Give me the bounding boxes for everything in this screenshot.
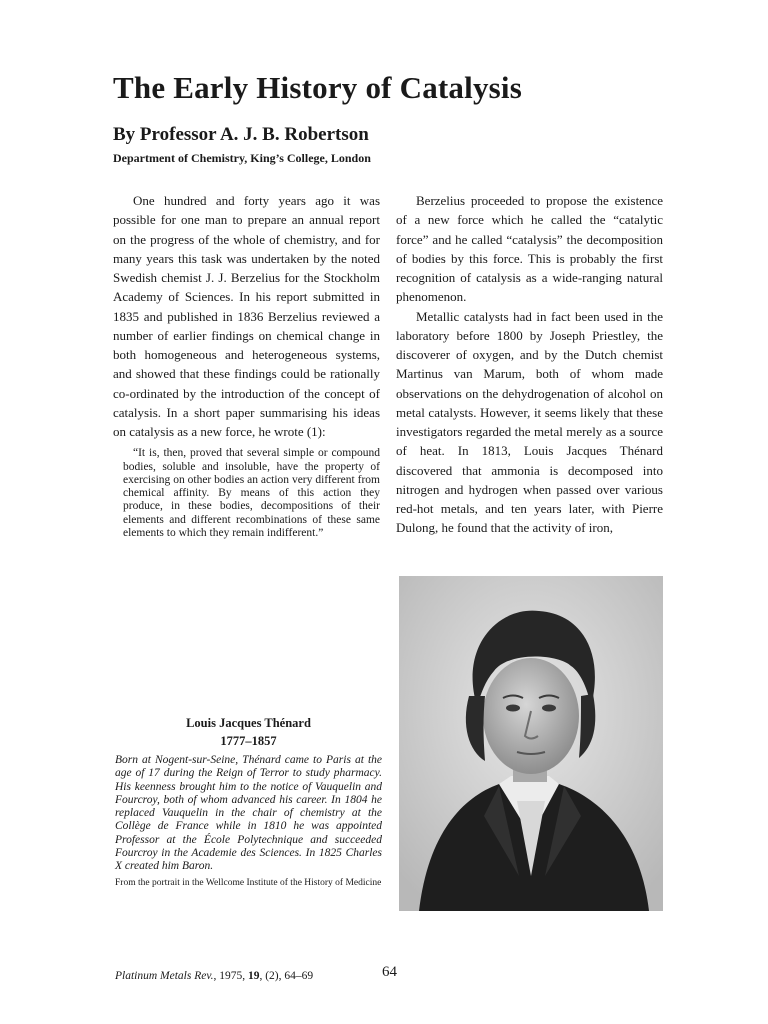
body-paragraph: One hundred and forty years ago it was possible for one man to prepare an annual report on the progress of the whole of chemistry, and for many years this task was undertaken by the noted Swedish chemist J. J. Berzelius for the Stockholm Academy of Sciences. In his report submitted in 1835 and published in 1836 Berzelius reviewed a number of earlier findings on chemical change in both homogeneous and heterogeneous systems, and showed that these findings could be rationally co-ordinated by the introduction of the concept of catalysis. In a short paper summarising his ideas on catalysis as a new force, he wrote (1): [113,193,380,439]
caption-source: From the portrait in the Wellcome Institute of the History of Medicine [115,877,382,888]
caption-dates: 1777–1857 [220,734,277,748]
journal-citation [115,970,313,982]
article-title: The Early History of Catalysis [113,70,522,105]
journal-volume: 19 [247,970,260,982]
right-column [396,191,663,538]
body-paragraph: Berzelius proceeded to propose the existence of a new force which he called the “catalytic force” and he called “catalysis” the decomposition of bodies by this force. This is probably the first recognition of catalysis as a wide-ranging natural phenomenon. [396,193,663,305]
portrait-caption [115,716,382,888]
portrait-image [399,576,663,911]
berzelius-quote: “It is, then, proved that several simple or compound bodies, soluble and insoluble, have the property of exercising on other bodies an action very different from chemical affinity. By means of this action they produce, in these bodies, decompositions of their elements and different recombinations of these same elements to which they remain indifferent.” [123,447,380,540]
journal-name: Platinum Metals Rev. [115,970,214,982]
journal-issue-pages: , (2), 64–69 [259,970,314,982]
left-column [113,191,380,540]
page-number: 64 [382,964,397,980]
author-affiliation: Department of Chemistry, King’s College, London [113,151,371,165]
caption-body: Born at Nogent-sur-Seine, Thénard came to Paris at the age of 17 during the Reign of Terror to study pharmacy. His keenness brought him to the notice of Vauquelin and Fourcroy, both of whom advanced his career. In 1804 he replaced Vauquelin in the chair of chemistry at the Collège de France while in 1810 he was appointed Professor at the École Polytechnique and succeeded Fourcroy in the Academie des Sciences. In 1825 Charles X created him Baron. [115,754,382,873]
body-paragraph: Metallic catalysts had in fact been used in the laboratory before 1800 by Joseph Priestley, the discoverer of oxygen, and by the Dutch chemist Martinus van Marum, both of whom made observations on the dehydrogenation of alcohol on metal catalysts. However, it seems likely that these investigators regarded the metal merely as a source of heat. In 1813, Louis Jacques Thénard discovered that ammonia is decomposed into nitrogen and hydrogen when passed over various red-hot metals, and ten years later, with Pierre Dulong, he found that the activity of iron, [396,308,663,536]
portrait-face [483,658,579,774]
caption-name: Louis Jacques Thénard [186,716,311,730]
journal-year: , 1975, [213,970,248,982]
article-author: By Professor A. J. B. Robertson [113,124,369,145]
